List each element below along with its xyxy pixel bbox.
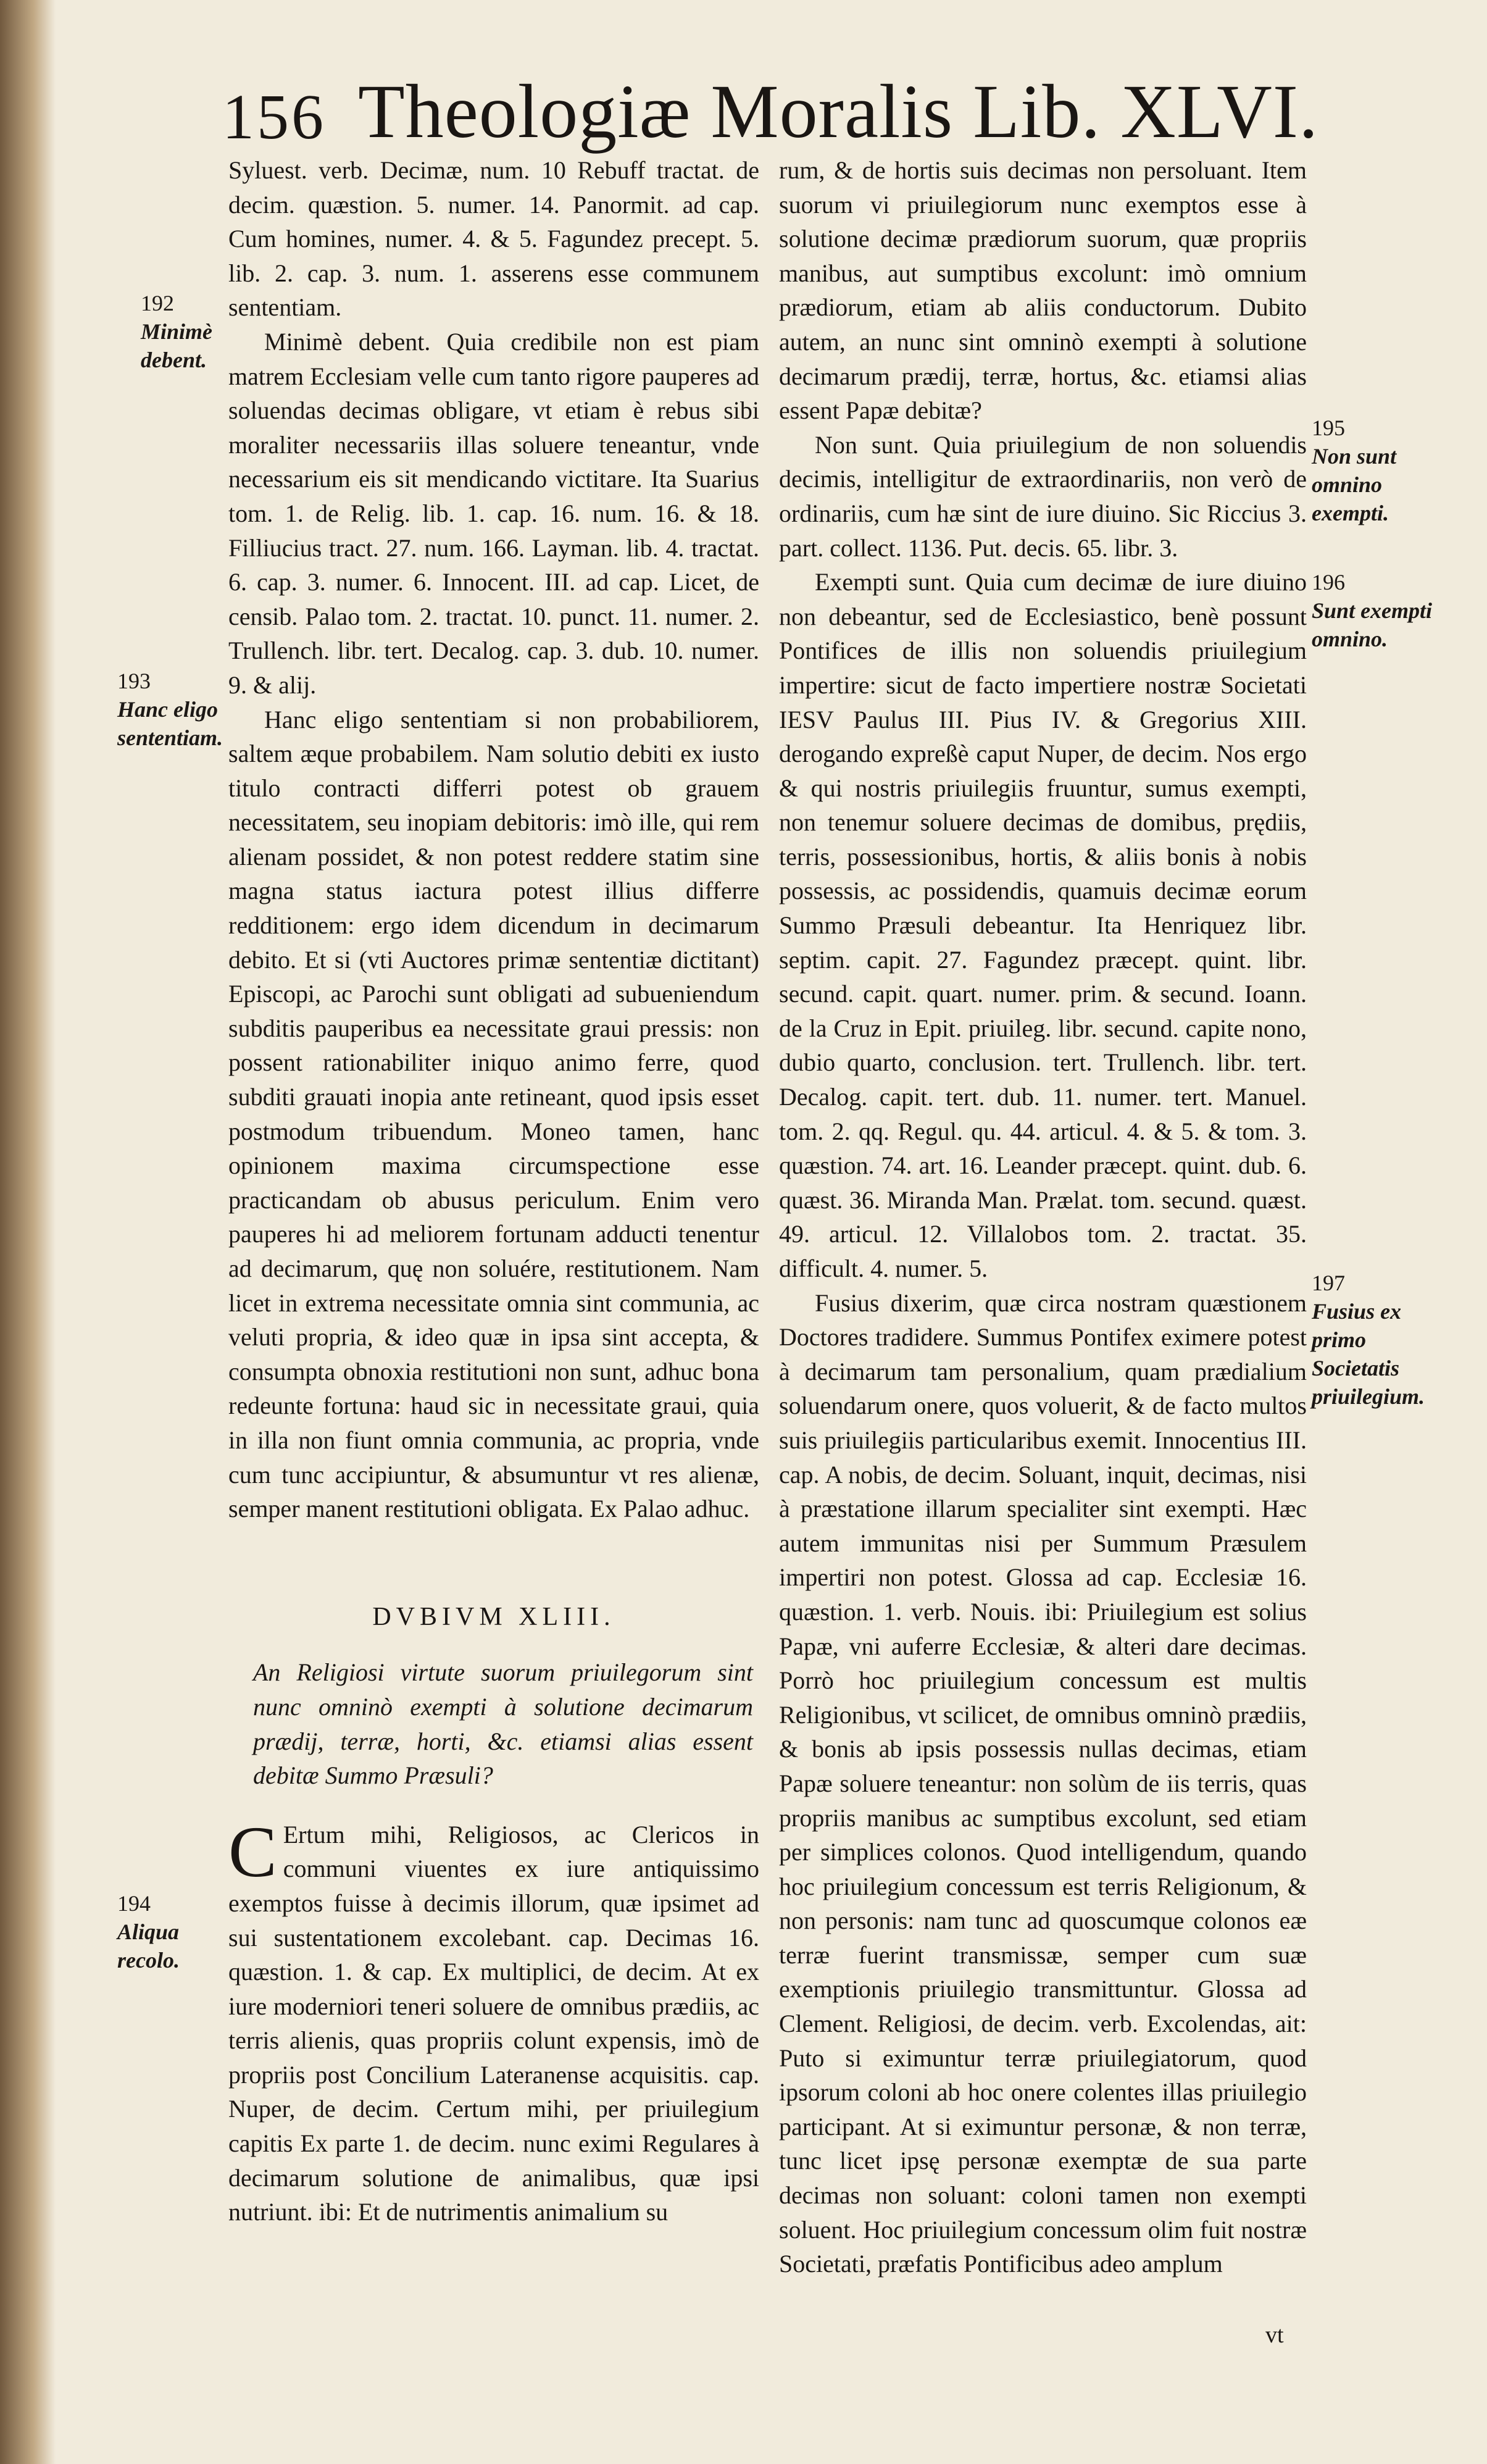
running-title: Theologiæ Moralis Lib. XLVI. (358, 69, 1319, 154)
margin-note-number: 192 (141, 291, 174, 315)
margin-note (1312, 414, 1435, 527)
margin-note (1312, 1269, 1435, 1411)
margin-note-number: 196 (1312, 570, 1345, 595)
margin-note-number: 194 (117, 1891, 151, 1916)
paragraph: Fusius dixerim, quæ circa nostram quæstionem Doctores tradidere. Summus Pontifex eximere potest à decimarum tam personalium, quam prædialium soluendarum onere, quos voluerit, & de facto multos suis priuilegiis particularibus exemit. Innocentius III. cap. A nobis, de decim. Soluant, inquit, decimas, nisi à præstatione illarum specialiter sint exempti. Hæc autem immunitas nisi per Summum Præsulem impertiri non potest. Glossa ad cap. Ecclesiæ 16. quæstion. 1. verb. Nouis. ibi: Priuilegium est solius Papæ, vni auferre Ecclesiæ, & alteri dare decimas. Porrò hoc priuilegium concessum est multis Religionibus, vt scilicet, de omnibus omninò prædiis, & bonis ab ipsis possessis nullas decimas, etiam Papæ soluere teneantur: non solùm de iis terris, quas propriis manibus ac sumptibus excolunt, sed etiam per simplices colonos. Quod intelligendum, quando hoc priuilegium concessum est terris Religionum, & non personis: nam tunc ad quoscumque colonos eæ terræ fuerint transmissæ, semper cum suæ exemptionis priuilegio transmittuntur. Glossa ad Clement. Religiosi, de decim. verb. Excolendas, ait: Puto si eximuntur terræ priuilegiatorum, quod ipsorum coloni ab hoc onere colentes illas priuilegio participant. At si eximuntur personæ, & non terræ, tunc licet ipsę personæ exemptæ de sua parte decimas non soluant: coloni tamen non exempti soluent. Hoc priuilegium concessum olim fuit nostræ Societati, præfatis Pontificibus adeo amplum (779, 1288, 1307, 2278)
section-question: An Religiosi virtute suorum priuilegorum sint nunc omninò exempti à solutione decimarum prædij, terræ, horti, &c. etiamsi alias essent debitæ Summo Præsuli? (253, 1658, 753, 1790)
paragraph (228, 1811, 759, 2229)
margin-note-number: 193 (117, 669, 151, 693)
margin-note-number: 195 (1312, 416, 1345, 440)
margin-note (117, 667, 222, 752)
margin-note (141, 289, 221, 374)
paragraph: Minimè debent. Quia credibile non est piam matrem Ecclesiam velle cum tanto rigore pauperes ad soluendas decimas obligare, vt etiam è rebus sibi moraliter necessariis illas soluere teneantur, vnde necessarium eis sit mendicando victitare. Ita Suarius tom. 1. de Relig. lib. 1. cap. 16. num. 16. & 18. Filliucius tract. 27. num. 166. Layman. lib. 4. tractat. 6. cap. 3. numer. 6. Innocent. III. ad cap. Licet, de censib. Palao tom. 2. tractat. 10. punct. 11. numer. 2. Trullench. libr. tert. Decalog. cap. 3. dub. 10. numer. 9. & alij. (228, 327, 759, 699)
binding-shadow (0, 0, 56, 2464)
margin-note (1312, 568, 1435, 653)
margin-note (117, 1889, 216, 1974)
margin-note-text: Non sunt omnino exempti. (1312, 444, 1397, 525)
drop-capital: C (228, 1811, 277, 1892)
paragraph: rum, & de hortis suis decimas non persoluant. Item suorum vi priuilegiorum nunc exemptos esse à solutione decimæ prædiorum suorum, quæ propriis manibus, aut sumptibus excolunt: imò omnium prædiorum, etiam ab aliis conductorum. Dubito autem, an nunc sint omninò exempti à solutione decimarum prædij, terræ, hortus, &c. etiamsi alias essent Papæ debitæ? (779, 156, 1307, 425)
paragraph: Hanc eligo sententiam si non probabiliorem, saltem æque probabilem. Nam solutio debiti ex iusto titulo contracti differri potest ob grauem necessitatem, seu inopiam debitoris: imò ille, qui rem alienam possidet, & non potest reddere statim sine magna status iactura potest illius differre redditionem: ergo idem dicendum in decimarum debito. Et si (vti Auctores primæ sententiæ dictitant) Episcopi, ac Parochi sunt obligati ad subueniendum subditis pauperibus ea necessitate graui pressis: non possent rationabiliter iniquo animo ferre, quod subditi grauati inopia ante retineant, quod ipsis esset postmodum tribuendum. Moneo tamen, hanc opinionem maxima circumspectione esse practicandam ob abusus periculum. Enim vero pauperes hi ad meliorem fortunam adducti tenentur ad decimarum, quę non soluére, restitutionem. Nam licet in extrema necessitate omnia sint communia, ac veluti propria, & ideo quæ in ipsa sint accepta, & consumpta obnoxia restitutioni non sunt, adhuc bona redeunte fortuna: haud sic in necessitate graui, quia in illa non fiunt omnia communia, ac propria, vnde cum tunc accipiuntur, & absumuntur vt res alienæ, semper manent restitutioni obligata. Ex Palao adhuc. (228, 705, 759, 1523)
margin-note-text: Fusius ex primo Societatis priuilegium. (1312, 1299, 1425, 1409)
margin-note-number: 197 (1312, 1271, 1345, 1295)
margin-note-text: Sunt exempti omnino. (1312, 598, 1433, 651)
section-heading: DVBIVM XLIII. (372, 1602, 615, 1631)
margin-note-text: Hanc eligo sententiam. (117, 697, 223, 750)
paragraph: Exempti sunt. Quia cum decimæ de iure diuino non debeantur, sed de Ecclesiastico, benè possunt Pontifices de illis non soluendis priuilegium impertire: sicut de facto impertiere nostræ Societati IESV Paulus III. Pius IV. & Gregorius XIII. derogando expreßè caput Nuper, de decim. Nos ergo & qui nostris priuilegiis fruuntur, sumus exempti, non tenemur soluere decimas de domibus, prędiis, terris, possessionibus, hortis, & aliis bonis à nobis possessis, ac possidendis, quamuis decimæ eorum Summo Præsuli debeantur. Ita Henriquez libr. septim. capit. 27. Fagundez præcept. quint. libr. secund. capit. quart. numer. prim. & secund. Ioann. de la Cruz in Epit. priuileg. libr. secund. capite nono, dubio quarto, conclusion. tert. Trullench. libr. tert. Decalog. capit. tert. dub. 11. numer. tert. Manuel. tom. 2. qq. Regul. qu. 44. articul. 4. & 5. & tom. 3. quæstion. 74. art. 16. Leander præcept. quint. dub. 6. quæst. 36. Miranda Man. Prælat. tom. secund. quæst. 49. articul. 12. Villalobos tom. 2. tractat. 35. difficult. 4. numer. 5. (779, 568, 1307, 1282)
right-column (779, 153, 1307, 2281)
margin-note-text: Aliqua recolo. (117, 1919, 180, 1973)
page-number: 156 (222, 81, 326, 152)
margin-note-text: Minimè debent. (141, 319, 213, 372)
left-column (228, 153, 759, 2229)
page-header (222, 68, 1319, 161)
paragraph: Non sunt. Quia priuilegium de non soluendis decimis, intelligitur de extraordinariis, non verò de ordinariis, cum hæ sint de iure diuino. Sic Riccius 3. part. collect. 1136. Put. decis. 65. libr. 3. (779, 430, 1307, 562)
paragraph-text: Ertum mihi, Religiosos, ac Clericos in communi viuentes ex iure antiquissimo exemptos fuisse à decimis illorum, quæ ipsimet ad sui sustentationem excolebant. cap. Decimas 16. quæstion. 1. & cap. Ex multiplici, de decim. At ex iure moderniori teneri soluere de omnibus prædiis, ac terris alienis, quas propriis colunt expensis, imò de propriis post Concilium Lateranense acquisitis. cap. Nuper, de decim. Certum mihi, per priuilegium capitis Ex parte 1. de decim. nunc eximi Regulares à decimarum solutione de animalibus, quæ ipsi nutriunt. ibi: Et de nutrimentis animalium su (228, 1820, 759, 2226)
paragraph: Syluest. verb. Decimæ, num. 10 Rebuff tractat. de decim. quæstion. 5. numer. 14. Panormit. ad cap. Cum homines, numer. 4. & 5. Fagundez precept. 5. lib. 2. cap. 3. num. 1. asserens esse communem sententiam. (228, 156, 759, 322)
catchword: vt (1265, 2322, 1284, 2348)
